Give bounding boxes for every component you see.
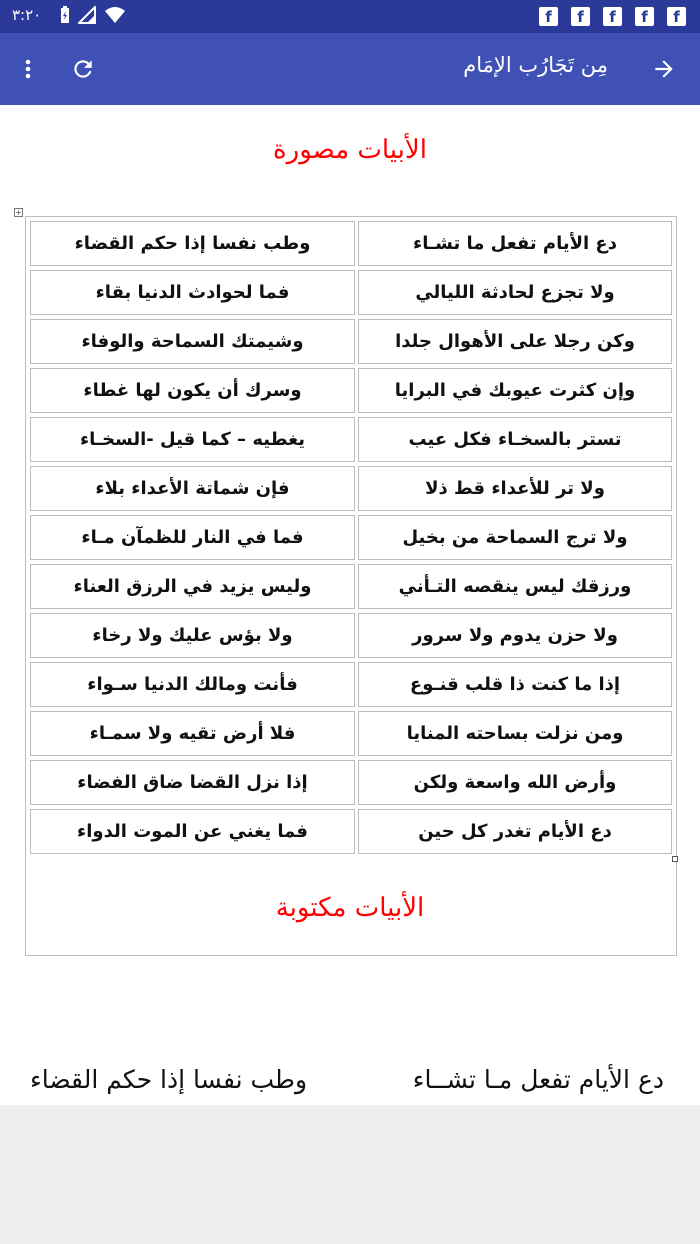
images-section-title: الأبيات مصورة: [273, 135, 427, 165]
verse-first-half: ولا تجزع لحادثة الليالي: [358, 270, 672, 315]
verse-first-half: دع الأيام تغدر كل حين: [358, 809, 672, 854]
verse-second-half: وليس يزيد في الرزق العناء: [30, 564, 355, 609]
table-row: [30, 319, 672, 364]
table-row: [30, 515, 672, 560]
table-resize-handle[interactable]: [672, 856, 678, 862]
verse-first-half: إذا ما كنت ذا قلب قنـوع: [358, 662, 672, 707]
facebook-icon: f: [603, 7, 622, 26]
verse-first-half: تستر بالسخـاء فكل عيب: [358, 417, 672, 462]
verse-first-half: وكن رجلا على الأهوال جلدا: [358, 319, 672, 364]
table-row: [30, 809, 672, 854]
table-row: [30, 466, 672, 511]
status-bar: [0, 0, 700, 33]
verse-second-half: فما في النار للظمآن مـاء: [30, 515, 355, 560]
table-row: [30, 711, 672, 756]
table-row: [30, 368, 672, 413]
facebook-icon: f: [635, 7, 654, 26]
verse-first-half: وإن كثرت عيوبك في البرايا: [358, 368, 672, 413]
table-row: [30, 221, 672, 266]
more-vert-icon[interactable]: [12, 53, 44, 85]
facebook-icon: f: [539, 7, 558, 26]
verse-second-half: وشيمتك السماحة والوفاء: [30, 319, 355, 364]
table-row: [30, 613, 672, 658]
verse-first-half: ورزقك ليس ينقصه التـأني: [358, 564, 672, 609]
verse-second-half: فإن شماتة الأعداء بلاء: [30, 466, 355, 511]
verse-first-half: ولا تر للأعداء قط ذلا: [358, 466, 672, 511]
verse-second-half: فما يغني عن الموت الدواء: [30, 809, 355, 854]
signal-icon: [78, 6, 96, 24]
verse-second-half: فأنت ومالك الدنيا سـواء: [30, 662, 355, 707]
text-verse: [0, 1065, 700, 1105]
table-row: [30, 662, 672, 707]
verse-first-half: ومن نزلت بساحته المنايا: [358, 711, 672, 756]
poem-table: [25, 216, 677, 956]
facebook-icon: f: [571, 7, 590, 26]
verse-second-half: وطب نفسا إذا حكم القضاء: [30, 221, 355, 266]
arrow-right-icon[interactable]: [648, 53, 680, 85]
battery-icon: [60, 6, 70, 24]
notification-icons: [539, 7, 686, 26]
refresh-icon[interactable]: [67, 53, 99, 85]
table-row: [30, 760, 672, 805]
content-area[interactable]: [0, 105, 700, 1105]
page-title: مِن تَجَارُب الإمَام: [463, 53, 608, 77]
verse-second-half: فلا أرض تقيه ولا سمـاء: [30, 711, 355, 756]
text-verse-first-half: دع الأيام تفعل مـا تشــاء: [412, 1065, 664, 1094]
status-icons: [60, 6, 126, 24]
verse-second-half: فما لحوادث الدنيا بقاء: [30, 270, 355, 315]
verse-first-half: ولا ترج السماحة من بخيل: [358, 515, 672, 560]
status-time: ٣:٢٠: [12, 6, 42, 24]
verse-second-half: ولا بؤس عليك ولا رخاء: [30, 613, 355, 658]
verse-first-half: دع الأيام تفعل ما تشـاء: [358, 221, 672, 266]
verse-first-half: وأرض الله واسعة ولكن: [358, 760, 672, 805]
table-row: [30, 417, 672, 462]
text-section-title: الأبيات مكتوبة: [275, 893, 425, 923]
app-bar: [0, 33, 700, 105]
verse-second-half: وسرك أن يكون لها غطاء: [30, 368, 355, 413]
text-verse-second-half: وطب نفسا إذا حكم القضاء: [30, 1065, 308, 1094]
verse-second-half: إذا نزل القضا ضاق الفضاء: [30, 760, 355, 805]
wifi-icon: [104, 6, 126, 24]
verse-second-half: يغطيه – كما قيل -السخـاء: [30, 417, 355, 462]
table-row: [30, 564, 672, 609]
table-move-handle-icon[interactable]: +: [15, 208, 22, 217]
table-row: [30, 270, 672, 315]
verse-first-half: ولا حزن يدوم ولا سرور: [358, 613, 672, 658]
facebook-icon: f: [667, 7, 686, 26]
